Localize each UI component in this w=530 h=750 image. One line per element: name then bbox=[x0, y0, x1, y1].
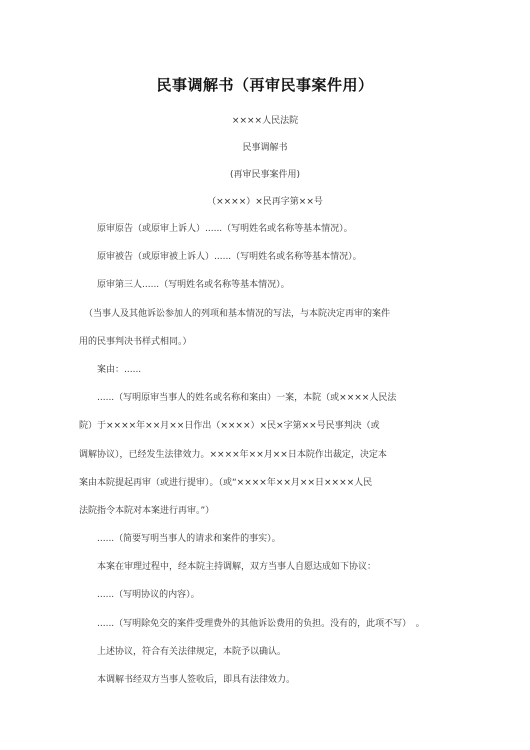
document-type: 民事调解书 bbox=[242, 143, 288, 153]
body-line: 上述协议，符合有关法律规定，本院予以确认。 bbox=[97, 647, 287, 657]
body-line: （当事人及其他诉讼参加人的列项和基本情况的写法，与本院决定再审的案件 bbox=[84, 309, 391, 319]
body-line: 案由：...... bbox=[97, 365, 142, 375]
case-category: (再审民事案件用) bbox=[229, 170, 301, 180]
body-line: 本案在审理过程中，经本院主持调解，双方当事人自愿达成如下协议： bbox=[97, 562, 377, 572]
body-line: 原审原告（或原审上诉人）......（写明姓名或名称等基本情况）。 bbox=[97, 224, 353, 234]
body-line: 原审被告（或原审被上诉人）......（写明姓名或名称等基本情况）。 bbox=[97, 252, 362, 262]
body-line: 院）于××××年××月××日作出（××××）×民×字第××号民事判决（或 bbox=[79, 421, 380, 431]
body-line: 法院指令本院对本案进行再审。”） bbox=[79, 506, 215, 516]
body-line: 用的民事判决书样式相同。） bbox=[79, 337, 192, 347]
body-line: 案由本院提起再审（或进行提审）。（或“××××年××月××日××××人民 bbox=[79, 478, 373, 488]
case-number: （××××）×民再字第××号 bbox=[207, 197, 323, 207]
body-line: ......（写明协议的内容）。 bbox=[97, 590, 200, 600]
body-line: 调解协议），已经发生法律效力。××××年××月××日本院作出裁定，决定本 bbox=[79, 450, 387, 460]
court-name: ××××人民法院 bbox=[231, 116, 299, 126]
body-line: 原审第三人......（写明姓名或名称等基本情况）。 bbox=[97, 280, 290, 290]
body-line: ......（写明除免交的案件受理费外的其他诉讼费用的负担。没有的，此项不写） 。 bbox=[97, 619, 425, 629]
body-line: ......（简要写明当事人的请求和案件的事实）。 bbox=[97, 534, 281, 544]
body-line: 本调解书经双方当事人签收后，即具有法律效力。 bbox=[97, 675, 296, 685]
document-title: 民事调解书（再审民事案件用） bbox=[156, 76, 374, 94]
body-line: ......（写明原审当事人的姓名或名称和案由）一案，本院（或××××人民法 bbox=[97, 393, 397, 403]
